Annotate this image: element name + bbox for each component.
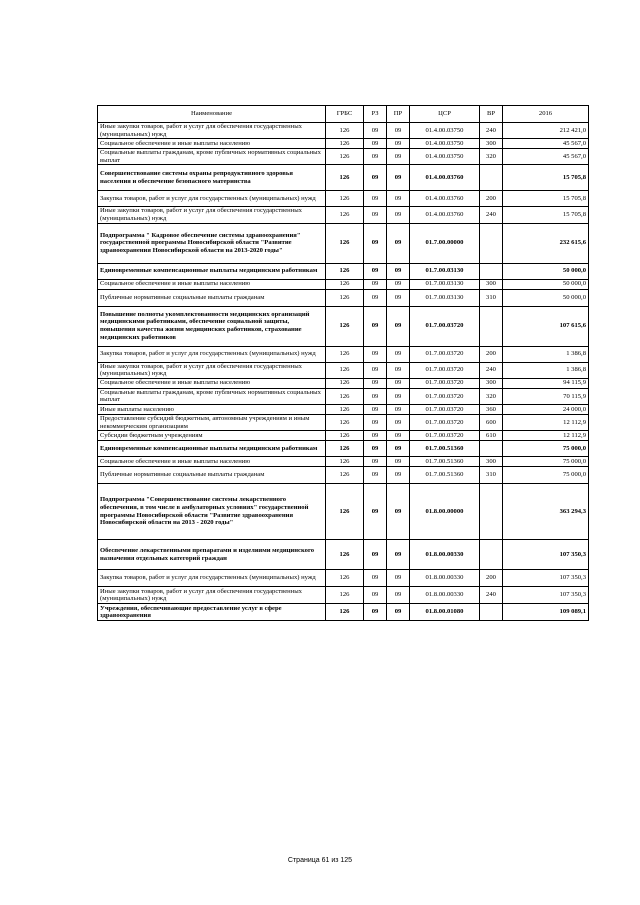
table-row [98,431,589,441]
row-amount: 107 350,3 [503,540,589,570]
row-rz: 09 [364,431,387,441]
row-csr: 01.4.00.03750 [410,139,480,149]
row-vr: 200 [480,191,503,207]
row-csr: 01.8.00.00330 [410,540,480,570]
row-pr: 09 [387,540,410,570]
row-vr: 200 [480,346,503,362]
row-grbs: 126 [326,540,364,570]
row-amount: 75 000,0 [503,457,589,467]
row-amount: 45 567,0 [503,139,589,149]
row-csr: 01.7.00.03720 [410,378,480,388]
row-pr: 09 [387,139,410,149]
row-csr: 01.7.00.51360 [410,467,480,484]
row-vr: 240 [480,123,503,139]
row-name: Закупка товаров, работ и услуг для государственных (муниципальных) нужд [98,191,326,207]
row-csr: 01.8.00.00000 [410,484,480,540]
table-row [98,378,589,388]
table-row [98,414,589,430]
row-grbs: 126 [326,279,364,289]
row-amount: 15 705,8 [503,207,589,223]
row-pr: 09 [387,123,410,139]
row-pr: 09 [387,279,410,289]
row-vr: 300 [480,378,503,388]
row-rz: 09 [364,123,387,139]
row-pr: 09 [387,404,410,414]
row-rz: 09 [364,165,387,191]
row-vr [480,165,503,191]
row-csr: 01.7.00.03130 [410,289,480,306]
row-rz: 09 [364,279,387,289]
row-grbs: 126 [326,404,364,414]
col-header-csr: ЦСР [410,106,480,123]
row-rz: 09 [364,570,387,587]
row-name: Социальные выплаты гражданам, кроме публичных нормативных социальных выплат [98,149,326,165]
row-csr: 01.4.00.03760 [410,207,480,223]
row-grbs: 126 [326,431,364,441]
row-grbs: 126 [326,263,364,279]
row-rz: 09 [364,346,387,362]
table-row [98,604,589,621]
row-grbs: 126 [326,207,364,223]
row-vr: 240 [480,207,503,223]
row-name: Социальное обеспечение и иные выплаты населению [98,139,326,149]
row-rz: 09 [364,587,387,604]
row-amount: 75 000,0 [503,467,589,484]
col-header-rz: РЗ [364,106,387,123]
row-pr: 09 [387,414,410,430]
row-csr: 01.7.00.03720 [410,414,480,430]
row-amount: 24 000,0 [503,404,589,414]
row-grbs: 126 [326,289,364,306]
row-rz: 09 [364,604,387,621]
row-grbs: 126 [326,414,364,430]
row-pr: 09 [387,149,410,165]
table-row [98,306,589,346]
row-amount: 45 567,0 [503,149,589,165]
row-amount: 15 705,8 [503,191,589,207]
row-rz: 09 [364,540,387,570]
row-vr: 360 [480,404,503,414]
row-amount: 12 112,9 [503,431,589,441]
row-rz: 09 [364,223,387,263]
row-name: Иные закупки товаров, работ и услуг для обеспечения государственных (муниципальных) нужд [98,207,326,223]
row-vr [480,263,503,279]
row-pr: 09 [387,306,410,346]
table-row [98,346,589,362]
row-grbs: 126 [326,441,364,457]
row-grbs: 126 [326,604,364,621]
row-amount: 70 115,9 [503,388,589,404]
row-rz: 09 [364,139,387,149]
page-footer: Страница 61 из 125 [287,857,353,864]
row-amount: 232 615,6 [503,223,589,263]
row-grbs: 126 [326,587,364,604]
row-csr: 01.7.00.51360 [410,441,480,457]
row-rz: 09 [364,306,387,346]
table-row [98,289,589,306]
table-row [98,362,589,378]
row-amount: 212 421,0 [503,123,589,139]
row-pr: 09 [387,457,410,467]
row-vr [480,604,503,621]
row-pr: 09 [387,441,410,457]
row-grbs: 126 [326,484,364,540]
row-amount: 50 000,0 [503,263,589,279]
row-amount: 75 000,0 [503,441,589,457]
row-amount: 12 112,9 [503,414,589,430]
row-vr: 600 [480,414,503,430]
row-vr: 200 [480,570,503,587]
row-vr [480,540,503,570]
row-csr: 01.7.00.03130 [410,279,480,289]
row-rz: 09 [364,457,387,467]
row-vr: 310 [480,467,503,484]
row-name: Совершенствование системы охраны репродуктивного здоровья населения и обеспечение безопасного материнства [98,165,326,191]
row-rz: 09 [364,378,387,388]
row-name: Публичные нормативные социальные выплаты гражданам [98,467,326,484]
table-row [98,467,589,484]
row-grbs: 126 [326,139,364,149]
table-row [98,223,589,263]
row-amount: 363 294,3 [503,484,589,540]
table-row [98,540,589,570]
row-grbs: 126 [326,223,364,263]
row-vr: 300 [480,139,503,149]
row-csr: 01.8.00.01080 [410,604,480,621]
col-header-vr: ВР [480,106,503,123]
table-row [98,165,589,191]
row-grbs: 126 [326,467,364,484]
table-row [98,570,589,587]
table-row [98,123,589,139]
row-grbs: 126 [326,165,364,191]
row-csr: 01.4.00.03760 [410,191,480,207]
row-pr: 09 [387,484,410,540]
row-grbs: 126 [326,388,364,404]
row-csr: 01.7.00.03130 [410,263,480,279]
budget-table [97,105,589,621]
table-row [98,388,589,404]
row-vr: 300 [480,279,503,289]
row-name: Подпрограмма "Совершенствование системы лекарственного обеспечения, в том числе в амбулаторных условиях" государственной программы Новосибирской области "Развитие здравоохранения Новосибирской области на 2013 - 2020 годы" [98,484,326,540]
row-amount: 94 115,9 [503,378,589,388]
row-csr: 01.8.00.00330 [410,587,480,604]
row-csr: 01.7.00.03720 [410,362,480,378]
row-name: Социальное обеспечение и иные выплаты населению [98,457,326,467]
row-name: Закупка товаров, работ и услуг для государственных (муниципальных) нужд [98,570,326,587]
row-rz: 09 [364,414,387,430]
row-pr: 09 [387,587,410,604]
row-name: Учреждения, обеспечивающие предоставление услуг в сфере здравоохранения [98,604,326,621]
row-rz: 09 [364,441,387,457]
row-grbs: 126 [326,191,364,207]
row-grbs: 126 [326,457,364,467]
row-vr: 300 [480,457,503,467]
row-name: Иные закупки товаров, работ и услуг для обеспечения государственных (муниципальных) нужд [98,123,326,139]
row-name: Повышение полноты укомплектованности медицинских организаций медицинскими работниками, обеспечение социальной защиты, повышения качества жизни медицинских работников, страхование медицинских работников [98,306,326,346]
row-pr: 09 [387,263,410,279]
row-vr: 320 [480,388,503,404]
row-name: Иные выплаты населению [98,404,326,414]
row-rz: 09 [364,263,387,279]
row-vr: 320 [480,149,503,165]
table-row [98,263,589,279]
row-pr: 09 [387,570,410,587]
row-pr: 09 [387,388,410,404]
row-pr: 09 [387,165,410,191]
table-row [98,457,589,467]
row-pr: 09 [387,207,410,223]
row-csr: 01.4.00.03760 [410,165,480,191]
row-rz: 09 [364,207,387,223]
row-amount: 107 615,6 [503,306,589,346]
col-header-amount: 2016 [503,106,589,123]
row-vr [480,223,503,263]
col-header-pr: ПР [387,106,410,123]
row-csr: 01.7.00.03720 [410,431,480,441]
row-pr: 09 [387,191,410,207]
row-grbs: 126 [326,306,364,346]
table-row [98,441,589,457]
row-rz: 09 [364,289,387,306]
row-name: Подпрограмма " Кадровое обеспечение системы здравоохранения" государственной программы Новосибирской области "Развитие здравоохранения Новосибирской области на 2013-2020 годы" [98,223,326,263]
row-grbs: 126 [326,378,364,388]
row-amount: 107 350,3 [503,587,589,604]
row-vr [480,306,503,346]
col-header-grbs: ГРБС [326,106,364,123]
row-name: Социальные выплаты гражданам, кроме публичных нормативных социальных выплат [98,388,326,404]
row-vr: 240 [480,587,503,604]
row-csr: 01.7.00.03720 [410,306,480,346]
row-pr: 09 [387,467,410,484]
row-pr: 09 [387,362,410,378]
row-name: Публичные нормативные социальные выплаты гражданам [98,289,326,306]
row-csr: 01.7.00.00000 [410,223,480,263]
row-amount: 107 350,3 [503,570,589,587]
row-rz: 09 [364,467,387,484]
table-row [98,191,589,207]
row-vr [480,441,503,457]
row-name: Субсидии бюджетным учреждениям [98,431,326,441]
row-vr: 310 [480,289,503,306]
row-vr: 240 [480,362,503,378]
row-name: Социальное обеспечение и иные выплаты населению [98,378,326,388]
row-csr: 01.4.00.03750 [410,123,480,139]
row-name: Единовременные компенсационные выплаты медицинским работникам [98,263,326,279]
row-amount: 1 386,8 [503,362,589,378]
row-name: Предоставление субсидий бюджетным, автономным учреждениям и иным некоммерческим организациям [98,414,326,430]
row-name: Закупка товаров, работ и услуг для государственных (муниципальных) нужд [98,346,326,362]
row-rz: 09 [364,404,387,414]
row-name: Иные закупки товаров, работ и услуг для обеспечения государственных (муниципальных) нужд [98,587,326,604]
row-name: Социальное обеспечение и иные выплаты населению [98,279,326,289]
table-row [98,149,589,165]
row-amount: 1 386,8 [503,346,589,362]
row-csr: 01.4.00.03750 [410,149,480,165]
row-csr: 01.8.00.00330 [410,570,480,587]
row-pr: 09 [387,346,410,362]
row-pr: 09 [387,223,410,263]
table-row [98,484,589,540]
row-pr: 09 [387,604,410,621]
row-pr: 09 [387,431,410,441]
row-grbs: 126 [326,362,364,378]
row-pr: 09 [387,289,410,306]
row-csr: 01.7.00.03720 [410,346,480,362]
row-name: Обеспечение лекарственными препаратами и изделиями медицинского назначения отдельных категорий граждан [98,540,326,570]
table-header-row [98,106,589,123]
table-row [98,207,589,223]
row-grbs: 126 [326,346,364,362]
row-amount: 50 000,0 [503,279,589,289]
row-amount: 50 000,0 [503,289,589,306]
table-row [98,587,589,604]
row-grbs: 126 [326,149,364,165]
row-name: Иные закупки товаров, работ и услуг для обеспечения государственных (муниципальных) нужд [98,362,326,378]
row-vr: 610 [480,431,503,441]
row-amount: 109 089,1 [503,604,589,621]
table-row [98,279,589,289]
row-rz: 09 [364,191,387,207]
row-pr: 09 [387,378,410,388]
row-csr: 01.7.00.51360 [410,457,480,467]
row-rz: 09 [364,484,387,540]
table-row [98,404,589,414]
row-name: Единовременные компенсационные выплаты медицинским работникам [98,441,326,457]
table-body [98,123,589,621]
row-amount: 15 705,8 [503,165,589,191]
row-rz: 09 [364,149,387,165]
col-header-name: Наименование [98,106,326,123]
row-vr [480,484,503,540]
row-csr: 01.7.00.03720 [410,404,480,414]
row-rz: 09 [364,362,387,378]
row-rz: 09 [364,388,387,404]
table-row [98,139,589,149]
row-grbs: 126 [326,123,364,139]
row-csr: 01.7.00.03720 [410,388,480,404]
row-grbs: 126 [326,570,364,587]
